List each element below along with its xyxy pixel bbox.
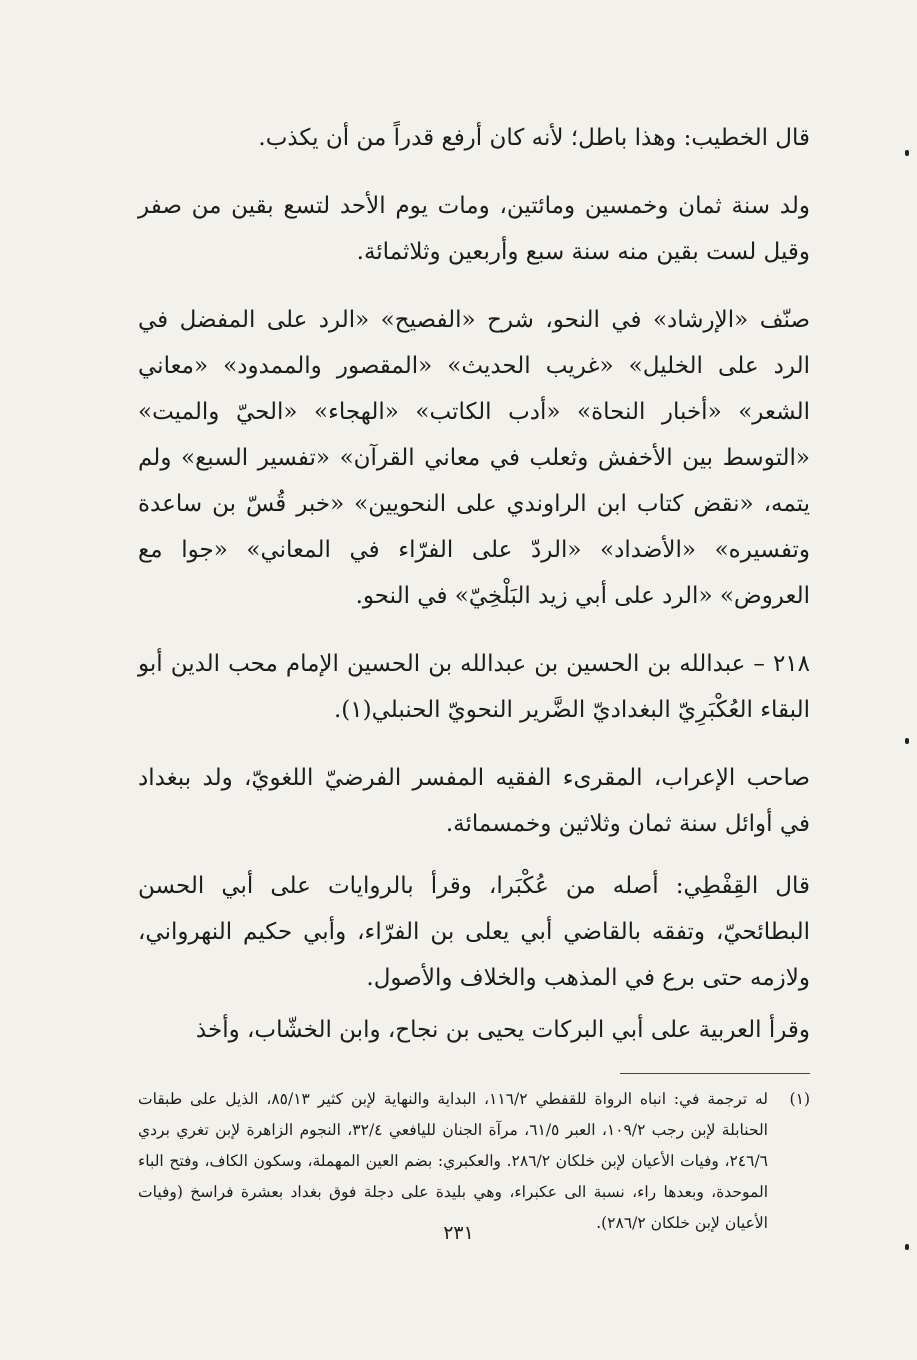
paragraph-qifti-quote: قال القِفْطِي: أصله من عُكْبَرا، وقرأ بالروايات على أبي الحسن البطائحيّ، وتفقه بالقاضي أبي يعلى بن الفرّاء، وأبي حكيم النهرواني، ولازمه حتى برع في المذهب والخلاف والأصول. (138, 873, 810, 991)
footnote-text: له ترجمة في: انباه الرواة للقفطي ١١٦/٢، البداية والنهاية لإبن كثير ٨٥/١٣، الذيل على طبقات الحنابلة لإبن رجب ١٠٩/٢، العبر ٦١/٥، مرآة الجنان لليافعي ٣٢/٤، النجوم الزاهرة لإبن تغري بردي ٢٤٦/٦، وفيات الأعيان لإبن خلكان ٢٨٦/٢. والعكبري: بضم العين المهملة، وسكون الكاف، وفتح الباء الموحدة، وبعدها راء، نسبة الى عكبراء، وهي بليدة على دجلة فوق بغداد بعشرة فراسخ (وفيات الأعيان لإبن خلكان ٢٨٦/٢). (138, 1090, 768, 1232)
paragraph-works-list: صنّف «الإرشاد» في النحو، شرح «الفصيح» «الرد على المفضل في الرد على الخليل» «غريب الحديث» «المقصور والممدود» «معاني الشعر» «أخبار النحاة» «أدب الكاتب» «الهجاء» «الحيّ والميت» «التوسط بين الأخفش وثعلب في معاني القرآن» «تفسير السبع» ولم يتمه، «نقض كتاب ابن الراوندي على النحويين» «خبر قُسّ بن ساعدة وتفسيره» «الأضداد» «الردّ على الفرّاء في المعاني» «جوا مع العروض» «الرد على أبي زيد البَلْخِيّ» في النحو. (138, 307, 810, 609)
footnote-marker: (١) (789, 1090, 810, 1108)
scan-speck (905, 150, 909, 156)
paragraph-birth-death: ولد سنة ثمان وخمسين ومائتين، ومات يوم الأحد لتسع بقين من صفر وقيل لست بقين منه سنة سبع وأربعين وثلاثمائة. (138, 193, 810, 265)
paragraph-teachers: وقرأ العربية على أبي البركات يحيى بن نجاح، وابن الخشّاب، وأخذ (195, 1017, 810, 1043)
footnote (138, 1084, 810, 1239)
paragraph-biography: صاحب الإعراب، المقرىء الفقيه المفسر الفرضيّ اللغويّ، ولد ببغداد في أوائل سنة ثمان وثلاثين وخمسمائة. (138, 765, 810, 837)
scan-speck (905, 738, 909, 744)
book-page (138, 115, 810, 1265)
scan-speck (905, 1244, 909, 1250)
footnote-divider (620, 1073, 810, 1074)
paragraph-khatib-quote: قال الخطيب: وهذا باطل؛ لأنه كان أرفع قدراً من أن يكذب. (258, 125, 810, 151)
page-number: ٢٣١ (443, 1222, 474, 1244)
entry-heading-218: ٢١٨ – عبدالله بن الحسين بن عبدالله بن الحسين الإمام محب الدين أبو البقاء العُكْبَرِيّ البغداديّ الضَّرير النحويّ الحنبلي(١). (138, 651, 810, 723)
